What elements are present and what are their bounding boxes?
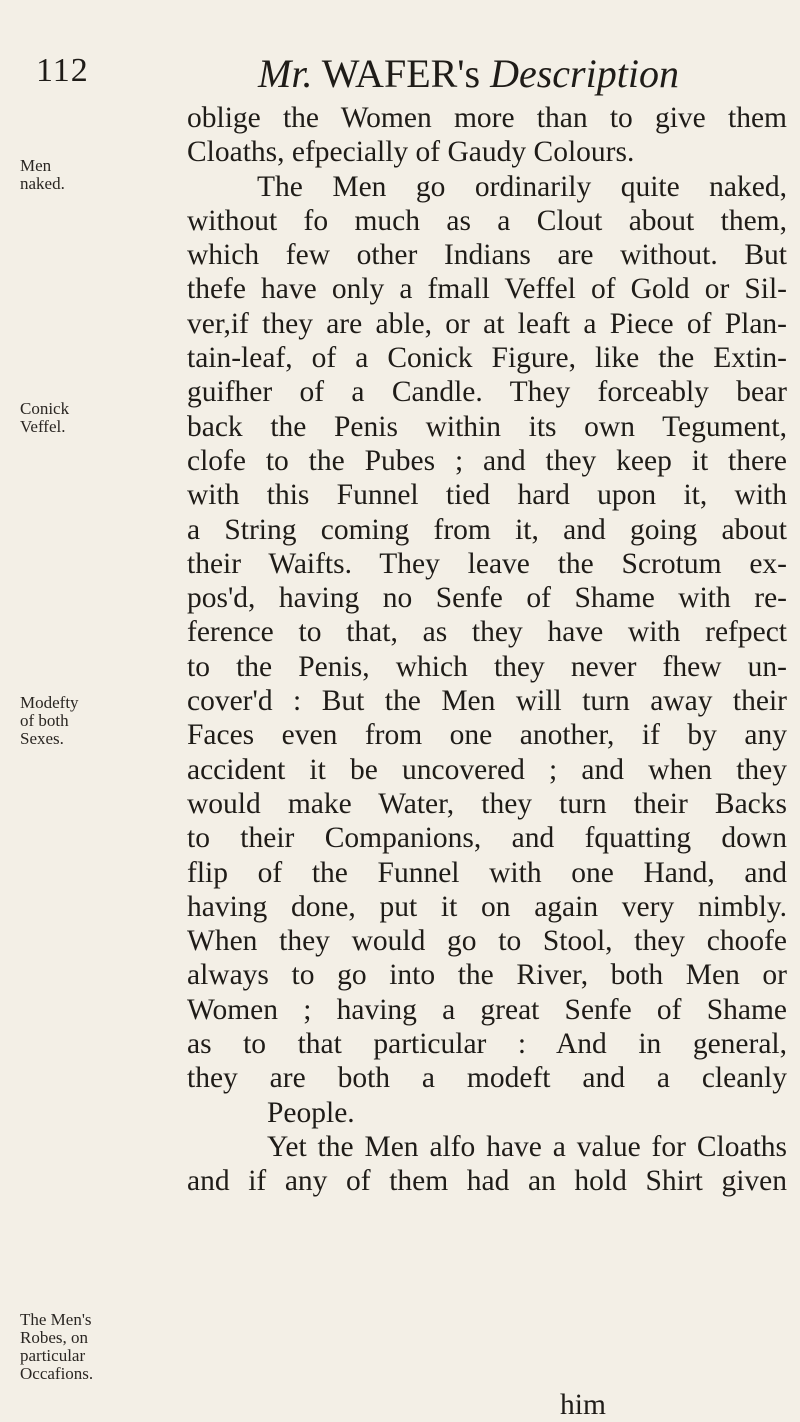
margin-note-line: Robes, on <box>20 1328 88 1347</box>
running-title <box>258 50 679 97</box>
text-line: tain-leaf, of a Conick Figure, like the Extin- <box>187 342 787 375</box>
text-line: they are both a modeft and a cleanly <box>187 1062 787 1095</box>
page-number: 112 <box>36 52 89 89</box>
margin-note-line: naked. <box>20 174 65 193</box>
text-line: their Waifts. They leave the Scrotum ex- <box>187 547 787 580</box>
text-line: thefe have only a fmall Veffel of Gold or Sil- <box>187 273 787 306</box>
margin-note-conick-vessel <box>20 400 69 436</box>
margin-note-men-naked <box>20 157 65 193</box>
margin-note-line: Conick <box>20 399 70 418</box>
title-suffix: Description <box>490 51 679 96</box>
text-line: ver,if they are able, or at leaft a Piece of Plan- <box>187 307 787 340</box>
margin-note-mens-robes <box>20 1311 93 1383</box>
text-line: The Men go ordinarily quite naked, <box>257 170 787 203</box>
margin-note-line: The Men's <box>20 1310 92 1329</box>
text-line: accident it be uncovered ; and when they <box>187 753 787 786</box>
text-line: to the Penis, which they never fhew un- <box>187 650 787 683</box>
text-line: as to that particular : And in general, <box>187 1028 787 1061</box>
text-line: pos'd, having no Senfe of Shame with re- <box>187 582 787 615</box>
text-line: back the Penis within its own Tegument, <box>187 410 787 443</box>
title-prefix: Mr. <box>258 51 313 96</box>
text-line: a String coming from it, and going about <box>187 513 787 546</box>
catchword: him <box>560 1389 606 1421</box>
text-line: would make Water, they turn their Backs <box>187 787 787 820</box>
text-line: clofe to the Pubes ; and they keep it there <box>187 444 787 477</box>
text-line: When they would go to Stool, they choofe <box>187 925 787 958</box>
text-line: Faces even from one another, if by any <box>187 719 787 752</box>
text-line: Women ; having a great Senfe of Shame <box>187 993 787 1026</box>
title-name: WAFER's <box>321 51 481 96</box>
margin-note-line: of both <box>20 711 69 730</box>
text-line: ference to that, as they have with refpect <box>187 616 787 649</box>
text-line: Yet the Men alfo have a value for Cloaths <box>267 1130 787 1163</box>
margin-note-line: Veffel. <box>20 417 66 436</box>
text-line: Cloaths, efpecially of Gaudy Colours. <box>187 136 635 169</box>
text-line: flip of the Funnel with one Hand, and <box>187 856 787 889</box>
text-line: with this Funnel tied hard upon it, with <box>187 479 787 512</box>
margin-note-line: Men <box>20 156 52 175</box>
text-line: oblige the Women more than to give them <box>187 102 787 134</box>
text-line: to their Companions, and fquatting down <box>187 822 787 855</box>
text-line: guifher of a Candle. They forceably bear <box>187 376 787 409</box>
text-line: cover'd : But the Men will turn away their <box>187 685 787 718</box>
margin-note-line: Occafions. <box>20 1364 94 1383</box>
margin-note-modesty <box>20 694 79 748</box>
margin-note-line: particular <box>20 1346 86 1365</box>
text-line: without fo much as a Clout about them, <box>187 204 787 237</box>
margin-note-line: Modefty <box>20 693 79 712</box>
text-line: People. <box>267 1096 355 1129</box>
text-line: always to go into the River, both Men or <box>187 959 787 992</box>
text-line: having done, put it on again very nimbly. <box>187 890 787 923</box>
margin-note-line: Sexes. <box>20 729 64 748</box>
text-line: and if any of them had an hold Shirt given <box>187 1165 787 1198</box>
text-line: which few other Indians are without. But <box>187 239 787 272</box>
body-text <box>187 101 787 1199</box>
